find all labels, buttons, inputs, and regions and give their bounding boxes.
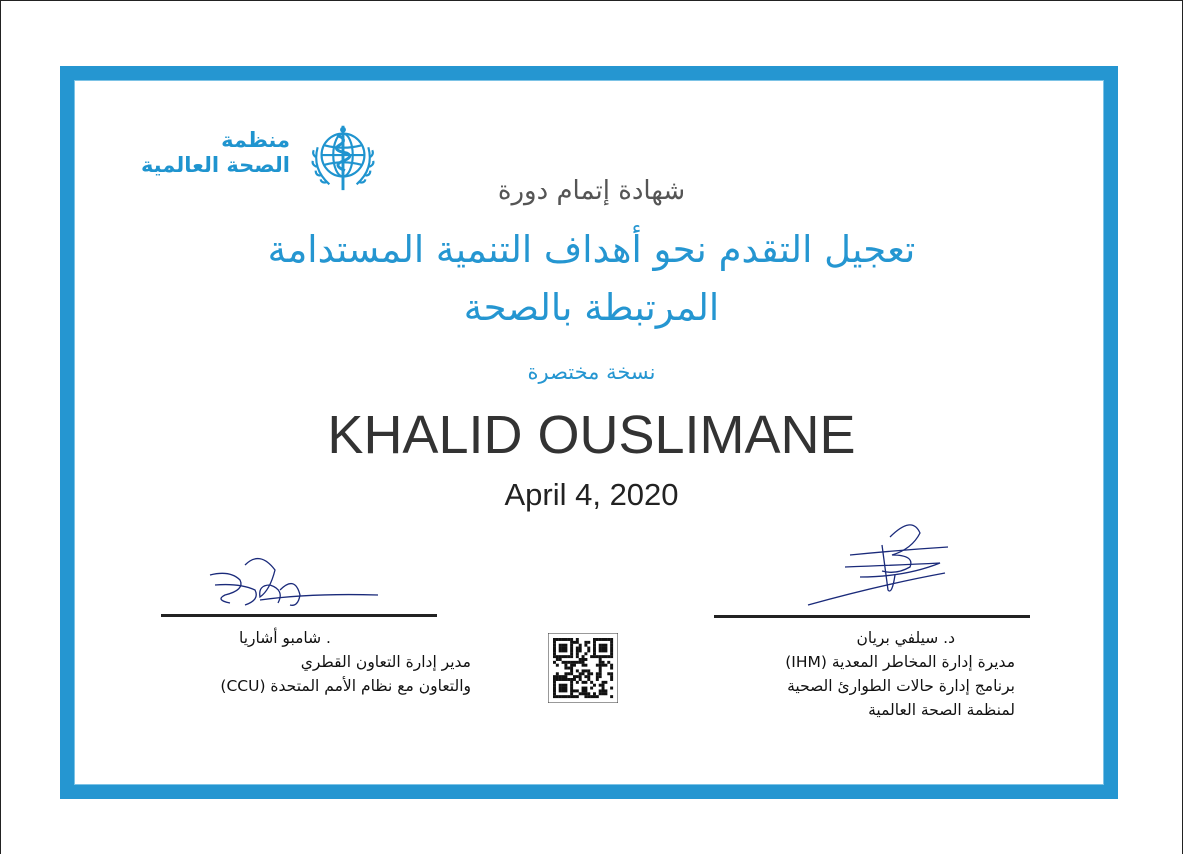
course-version: نسخة مختصرة bbox=[527, 360, 656, 384]
qr-code-icon bbox=[548, 633, 618, 703]
who-logo-text bbox=[141, 128, 290, 178]
left-signatory-title-line2: والتعاون مع نظام الأمم المتحدة (CCU) bbox=[220, 677, 471, 695]
right-signatory-title-line2: برنامج إدارة حالات الطوارئ الصحية bbox=[787, 677, 1015, 695]
right-signatory-name: د. سيلفي بريان bbox=[856, 629, 955, 647]
who-name-line1: منظمة bbox=[221, 128, 290, 152]
left-signatory-name: . شامبو أشاريا bbox=[238, 629, 331, 647]
frame-brush-stroke bbox=[62, 795, 1112, 798]
left-signatory-block bbox=[220, 626, 471, 698]
right-signatory-title-line3: لمنظمة الصحة العالمية bbox=[868, 701, 1015, 719]
recipient-name: KHALID OUSLIMANE bbox=[327, 405, 856, 465]
right-signature-line bbox=[714, 615, 1030, 618]
right-signatory-title-line1: مديرة إدارة المخاطر المعدية (IHM) bbox=[785, 653, 1015, 671]
right-signatory-block bbox=[785, 626, 1015, 722]
certificate-heading: شهادة إتمام دورة bbox=[497, 176, 686, 206]
left-signatory-title-line1: مدير إدارة التعاون القطري bbox=[300, 653, 471, 671]
who-name-line2: الصحة العالمية bbox=[140, 153, 290, 177]
right-signature-image bbox=[800, 515, 960, 610]
course-title-line2: المرتبطة بالصحة bbox=[463, 286, 720, 329]
frame-brush-stroke bbox=[1108, 496, 1118, 796]
left-signature-image bbox=[200, 545, 390, 615]
completion-date: April 4, 2020 bbox=[504, 477, 679, 512]
left-signature-line bbox=[161, 614, 437, 617]
course-title-line1: تعجيل التقدم نحو أهداف التنمية المستدامة bbox=[267, 228, 916, 271]
